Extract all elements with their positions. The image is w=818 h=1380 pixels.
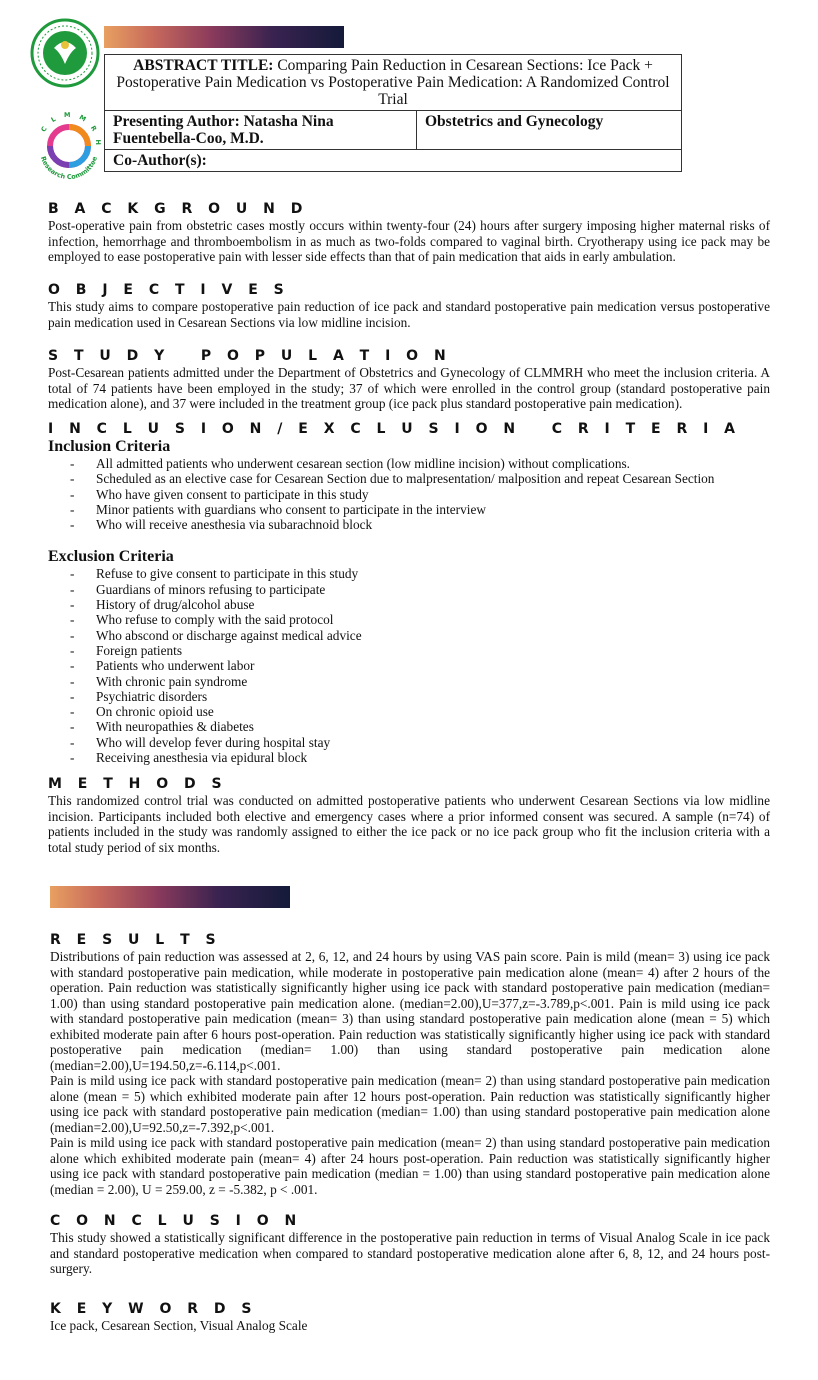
results-gradient-bar <box>50 886 290 908</box>
list-item: - Who abscond or discharge against medical advice <box>70 628 770 643</box>
conclusion-section <box>50 1212 770 1277</box>
list-item: - Scheduled as an elective case for Cesarean Section due to malpresentation/ malposition and repeat Cesarean Section <box>70 471 770 486</box>
methods-text: This randomized control trial was conducted on admitted postoperative patients who underwent Cesarean Sections via low midline incision. Participants included both elective and emergency cases where a prior informed consent was secured. A sample (n=74) of patients included in the study was randomly assigned to either the ice pack or no ice pack group who fit the inclusion criteria with a total study period of six months. <box>48 793 770 855</box>
results-paragraph: Pain is mild using ice pack with standard postoperative pain medication (mean= 2) than using standard postoperative pain medication alone which exhibited moderate pain (mean= 4) after 24 hours post-operation. Pain reduction was statistically significantly higher using ice pack with standard postoperative pain medication (median = 1.00) than using standard postoperative pain medication alone (median = 2.00), U = 259.00, z = -5.382, p < .001. <box>50 1135 770 1197</box>
methods-heading: M E T H O D S <box>48 776 228 792</box>
list-item: - With neuropathies & diabetes <box>70 719 770 734</box>
department-cell <box>417 111 682 150</box>
department: Obstetrics and Gynecology <box>425 113 604 130</box>
background-text: Post-operative pain from obstetric cases mostly occurs within twenty-four (24) hours after surgery imposing higher maternal risks of infection, hemorrhage and thromboembolism in as much as two-folds compared to vaginal birth. Cryotherapy using ice pack may be employed to ease postoperative pain with lesser side effects than that of pain medication that aids in early ambulation. <box>48 218 770 264</box>
objectives-text: This study aims to compare postoperative pain reduction of ice pack and standard postoperative pain medication versus postoperative pain medication used in Cesarean Sections via low midline incision. <box>48 299 770 330</box>
hospital-seal-icon <box>30 18 100 88</box>
list-item: - History of drug/alcohol abuse <box>70 597 770 612</box>
inclusion-list <box>48 456 770 532</box>
list-item: - Minor patients with guardians who consent to participate in the interview <box>70 502 770 517</box>
abstract-title-label: ABSTRACT TITLE: <box>133 57 274 74</box>
coauthors-cell <box>105 150 682 172</box>
list-item: - Who have given consent to participate in this study <box>70 487 770 502</box>
keywords-section <box>50 1300 770 1334</box>
list-item: - Refuse to give consent to participate in this study <box>70 566 770 581</box>
exclusion-list <box>48 566 770 765</box>
exclusion-title: Exclusion Criteria <box>48 548 174 566</box>
list-item: - Who will develop fever during hospital stay <box>70 735 770 750</box>
background-heading: B A C K G R O U N D <box>48 201 308 217</box>
study-population-heading: S T U D Y P O P U L A T I O N <box>48 348 452 364</box>
list-item: - Who will receive anesthesia via subarachnoid block <box>70 517 770 532</box>
list-item: - Patients who underwent labor <box>70 658 770 673</box>
list-item: - Psychiatric disorders <box>70 689 770 704</box>
svg-text:Research Committee: Research Committee <box>38 155 100 182</box>
results-paragraph: Pain is mild using ice pack with standard postoperative pain medication (mean= 2) than using standard postoperative pain medication alone (mean = 5) which exhibited moderate pain after 12 hours post-operation. Pain reduction was statistically significantly higher using ice pack with standard postoperative pain medication (median= 1.00) than using standard postoperative pain medication alone (median=2.00),U=92.50,z=-7.392,p<.001. <box>50 1073 770 1135</box>
results-section <box>50 931 770 1197</box>
study-population-section <box>48 347 770 412</box>
header-gradient-bar <box>104 26 344 48</box>
abstract-title-cell <box>105 55 682 111</box>
list-item: - Who refuse to comply with the said protocol <box>70 612 770 627</box>
keywords-heading: K E Y W O R D S <box>50 1301 257 1317</box>
results-heading: R E S U L T S <box>50 932 222 948</box>
list-item: - Receiving anesthesia via epidural block <box>70 750 770 765</box>
abstract-title: Comparing Pain Reduction in Cesarean Sections: Ice Pack + Postoperative Pain Medication vs Postoperative Pain Medication: A Randomized Control Trial <box>116 57 670 108</box>
abstract-header-table <box>104 54 682 172</box>
list-item: - On chronic opioid use <box>70 704 770 719</box>
methods-section <box>48 775 770 855</box>
objectives-section <box>48 281 770 330</box>
conclusion-heading: C O N C L U S I O N <box>50 1213 302 1229</box>
inclusion-title: Inclusion Criteria <box>48 438 171 455</box>
criteria-section <box>48 420 770 765</box>
criteria-heading: I N C L U S I O N / E X C L U S I O N C R I T E R I A <box>48 421 741 437</box>
svg-text:C L M M R H: C L M M R H <box>39 110 103 149</box>
keywords-text: Ice pack, Cesarean Section, Visual Analog Scale <box>50 1318 308 1333</box>
list-item: - All admitted patients who underwent cesarean section (low midline incision) without complications. <box>70 456 770 471</box>
conclusion-text: This study showed a statistically significant difference in the postoperative pain reduction in terms of Visual Analog Scale in ice pack and standard postoperative medication when compared to standard postoperative medication alone after 6, 8, 12, and 24 hours post-surgery. <box>50 1230 770 1276</box>
list-item: - Guardians of minors refusing to participate <box>70 582 770 597</box>
list-item: - With chronic pain syndrome <box>70 674 770 689</box>
study-population-text: Post-Cesarean patients admitted under the Department of Obstetrics and Gynecology of CLMMRH who meet the inclusion criteria. A total of 74 patients have been employed in the study; 37 of which were enrolled in the control group (standard postoperative pain medication alone), and 37 were included in the treatment group (ice pack plus standard postoperative pain medication). <box>48 365 770 411</box>
presenting-author: Presenting Author: Natasha Nina Fuentebella-Coo, M.D. <box>113 113 334 147</box>
background-section <box>48 200 770 265</box>
results-paragraph: Distributions of pain reduction was assessed at 2, 6, 12, and 24 hours by using VAS pain score. Pain is mild (mean= 3) using ice pack with standard postoperative pain medication, while moderate in postoperative pain medication alone (mean= 4) after 2 hours of the operation. Pain reduction was statistically significantly higher using ice pack with standard postoperative pain medication (median= 1.00) than using standard postoperative pain medication alone. (median=2.00),U=377,z=-3.789,p<.001. Pain is mild using ice pack with standard postoperative pain medication (mean= 3) than using standard postoperative pain medication alone (mean = 5) which exhibited moderate pain after 6 hours post-operation. Pain reduction was statistically significantly higher using ice pack with standard postoperative pain medication (median= 1.00) than using standard postoperative pain medication alone (median=2.00),U=194.50,z=-6.114,p<.001. <box>50 949 770 1073</box>
presenting-author-cell <box>105 111 417 150</box>
objectives-heading: O B J E C T I V E S <box>48 282 290 298</box>
list-item: - Foreign patients <box>70 643 770 658</box>
research-committee-logo <box>32 106 106 186</box>
coauthors-label: Co-Author(s): <box>113 152 207 169</box>
